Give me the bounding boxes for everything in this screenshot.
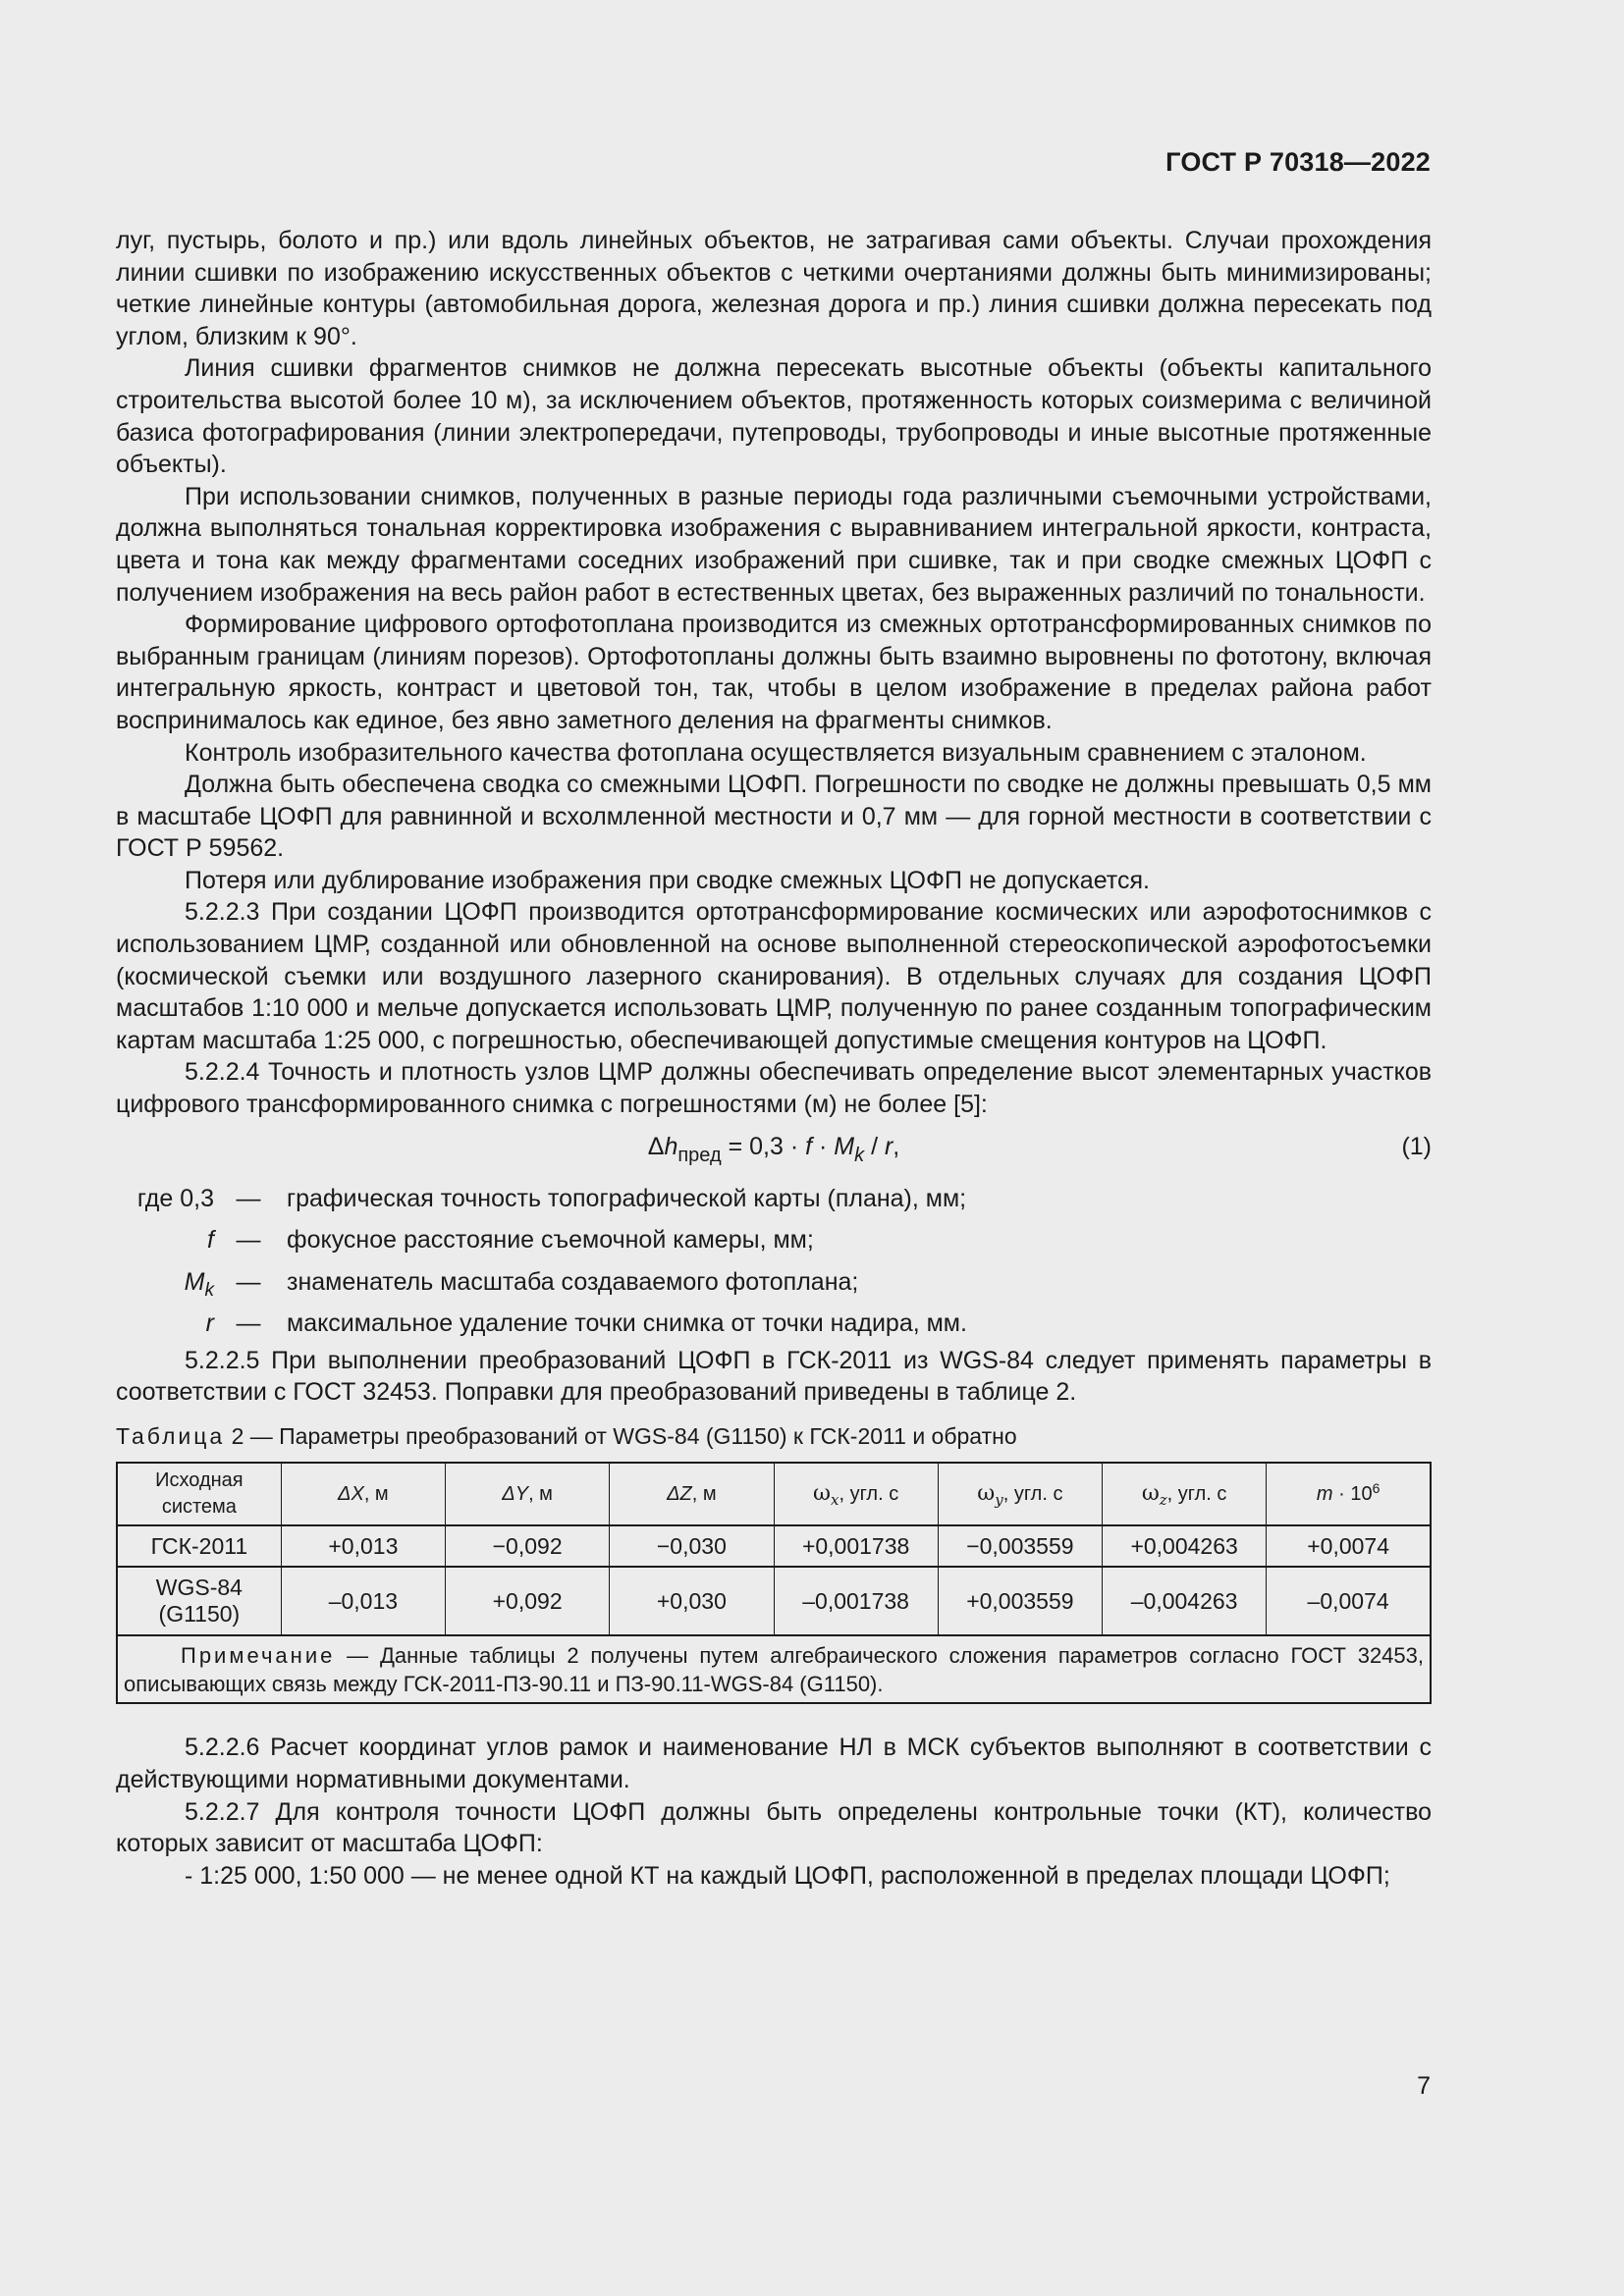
header-dz: ΔZ, м bbox=[610, 1463, 774, 1525]
paragraph: При использовании снимков, полученных в разные периоды года различными съемочными устройствами, должна выполняться тональная корректировка изображения с выравниванием интегральной яркости, контраста, цвета и тона как между фрагментами соседних изображений при сшивке, так и при сводке смежных ЦОФП с получением изображения на весь район работ в естественных цветах, без выраженных различий по тональности. bbox=[116, 482, 1432, 607]
table-cell: −0,092 bbox=[446, 1525, 610, 1567]
paragraph: Контроль изобразительного качества фотоплана осуществляется визуальным сравнением с эталоном. bbox=[185, 738, 1367, 767]
table-cell: +0,0074 bbox=[1267, 1525, 1431, 1567]
paragraphs-after-table bbox=[116, 1732, 1432, 1892]
table-row bbox=[117, 1567, 1431, 1635]
variable-row: f — фокусное расстояние съемочной камеры, мм; bbox=[116, 1219, 1432, 1261]
table-cell: –0,013 bbox=[281, 1567, 445, 1635]
paragraph: Должна быть обеспечена сводка со смежными ЦОФП. Погрешности по сводке не должны превышать 0,5 мм в масштабе ЦОФП для равнинной и всхолмленной местности и 0,7 мм — для горной местности в соответствии с ГОСТ Р 59562. bbox=[116, 771, 1432, 863]
table-note-row bbox=[117, 1635, 1431, 1703]
paragraph: луг, пустырь, болото и пр.) или вдоль линейных объектов, не затрагивая сами объекты. Случаи прохождения линии сшивки по изображению искусственных объектов с четкими очертаниями должны быть минимизированы; четкие линейные контуры (автомобильная дорога, железная дорога и пр.) линия сшивки должна пересекать под углом, близким к 90°. bbox=[116, 227, 1432, 350]
table-cell-system: ГСК-2011 bbox=[117, 1525, 281, 1567]
header-dy: ΔY, м bbox=[446, 1463, 610, 1525]
variable-description: максимальное удаление точки снимка от точки надира, мм. bbox=[287, 1309, 967, 1338]
document-header: ГОСТ Р 70318—2022 bbox=[1165, 147, 1431, 177]
table-cell: +0,003559 bbox=[938, 1567, 1102, 1635]
formula-variables bbox=[116, 1178, 1432, 1345]
table-cell: –0,001738 bbox=[774, 1567, 938, 1635]
formula-expression: $\Delta h_{пред} = 0,3 \cdot f \cdot M_k / r$, bbox=[647, 1132, 900, 1166]
header-omega-x: $\omega_x$, угл. с bbox=[774, 1463, 938, 1525]
header-scale-m: $m \cdot 10^6$ bbox=[1267, 1463, 1431, 1525]
table-row bbox=[117, 1525, 1431, 1567]
table-cell: +0,013 bbox=[281, 1525, 445, 1567]
variable-description: знаменатель масштаба создаваемого фотоплана; bbox=[287, 1267, 859, 1296]
header-omega-y: $\omega_y$, угл. с bbox=[938, 1463, 1102, 1525]
table-cell: +0,001738 bbox=[774, 1525, 938, 1567]
paragraph-5-2-2-6: 5.2.2.6 Расчет координат углов рамок и наименование НЛ в МСК субъектов выполняют в соответствии с действующими нормативными документами. bbox=[116, 1734, 1432, 1793]
page-content bbox=[116, 225, 1432, 1892]
paragraph-5-2-2-5: 5.2.2.5 При выполнении преобразований ЦОФП в ГСК-2011 из WGS-84 следует применять параметры в соответствии с ГОСТ 32453. Поправки для преобразований приведены в таблице 2. bbox=[116, 1346, 1432, 1407]
formula-number: (1) bbox=[1401, 1132, 1432, 1160]
paragraph: Потеря или дублирование изображения при сводке смежных ЦОФП не допускается. bbox=[185, 866, 1150, 894]
header-dx: ΔX, м bbox=[281, 1463, 445, 1525]
paragraph-5-2-2-4: 5.2.2.4 Точность и плотность узлов ЦМР должны обеспечивать определение высот элементарных участков цифрового трансформированного снимка с погрешностями (м) не более [5]: bbox=[116, 1058, 1432, 1119]
table-note: Примечание — Данные таблицы 2 получены путем алгебраического сложения параметров согласно ГОСТ 32453, описывающих связь между ГСК-2011-ПЗ-90.11 и ПЗ-90.11-WGS-84 (G1150). bbox=[117, 1635, 1431, 1703]
variable-symbol: r bbox=[205, 1309, 214, 1338]
table-cell: +0,004263 bbox=[1103, 1525, 1267, 1567]
header-omega-z: $\omega_z$, угл. с bbox=[1103, 1463, 1267, 1525]
variable-symbol: f bbox=[207, 1226, 214, 1255]
table-cell: +0,092 bbox=[446, 1567, 610, 1635]
table-caption: Таблица 2 — Параметры преобразований от WGS-84 (G1150) к ГСК-2011 и обратно bbox=[116, 1422, 1017, 1449]
variable-symbol: где 0,3 bbox=[136, 1184, 214, 1212]
table-header-row bbox=[117, 1463, 1431, 1525]
variable-description: фокусное расстояние съемочной камеры, мм; bbox=[287, 1226, 814, 1255]
table-cell: −0,003559 bbox=[938, 1525, 1102, 1567]
formula-1 bbox=[116, 1127, 1432, 1172]
variable-symbol: $M_k$ bbox=[184, 1267, 214, 1301]
variable-row: где 0,3 — графическая точность топографической карты (плана), мм; bbox=[116, 1178, 1432, 1220]
variable-description: графическая точность топографической карты (плана), мм; bbox=[287, 1184, 967, 1212]
header-source-system: Исходная система bbox=[117, 1463, 281, 1525]
paragraph-5-2-2-7: 5.2.2.7 Для контроля точности ЦОФП должны быть определены контрольные точки (КТ), количество которых зависит от масштаба ЦОФП: bbox=[116, 1797, 1432, 1858]
page-number: 7 bbox=[1417, 2072, 1431, 2100]
paragraph: Формирование цифрового ортофотоплана производится из смежных ортотрансформированных снимков по выбранным границам (линиям порезов). Ортофотопланы должны быть взаимно выровнены по фототону, включая интегральную яркость, контраст и цветовой тон, так, чтобы в целом изображение в пределах района работ воспринималось как единое, без явно заметного деления на фрагменты снимков. bbox=[116, 611, 1432, 734]
table-cell: –0,0074 bbox=[1267, 1567, 1431, 1635]
variable-row: r — максимальное удаление точки снимка от точки надира, мм. bbox=[116, 1303, 1432, 1345]
paragraph-5-2-2-3: 5.2.2.3 При создании ЦОФП производится ортотрансформирование космических или аэрофотоснимков с использованием ЦМР, созданной или обновленной на основе выполненной стереоскопической аэрофотосъемки (космической съемки или воздушного лазерного сканирования). В отдельных случаях для создания ЦОФП масштабов 1:10 000 и мельче допускается использовать ЦМР, полученную по ранее созданным топографическим картам масштаба 1:25 000, с погрешностью, обеспечивающей допустимые смещения контуров на ЦОФП. bbox=[116, 898, 1432, 1054]
variable-row: $M_k$ — знаменатель масштаба создаваемого фотоплана; bbox=[116, 1261, 1432, 1304]
table-cell: +0,030 bbox=[610, 1567, 774, 1635]
table-cell-system: WGS-84 (G1150) bbox=[117, 1567, 281, 1635]
list-item: - 1:25 000, 1:50 000 — не менее одной КТ на каждый ЦОФП, расположенной в пределах площади ЦОФП; bbox=[185, 1861, 1390, 1890]
table-cell: –0,004263 bbox=[1103, 1567, 1267, 1635]
paragraph: Линия сшивки фрагментов снимков не должна пересекать высотные объекты (объекты капитального строительства высотой более 10 м), за исключением объектов, протяженность которых соизмерима с величиной базиса фотографирования (линии электропередачи, путепроводы, трубопроводы и иные высотные протяженные объекты). bbox=[116, 354, 1432, 479]
table-2 bbox=[116, 1462, 1432, 1704]
table-cell: −0,030 bbox=[610, 1525, 774, 1567]
